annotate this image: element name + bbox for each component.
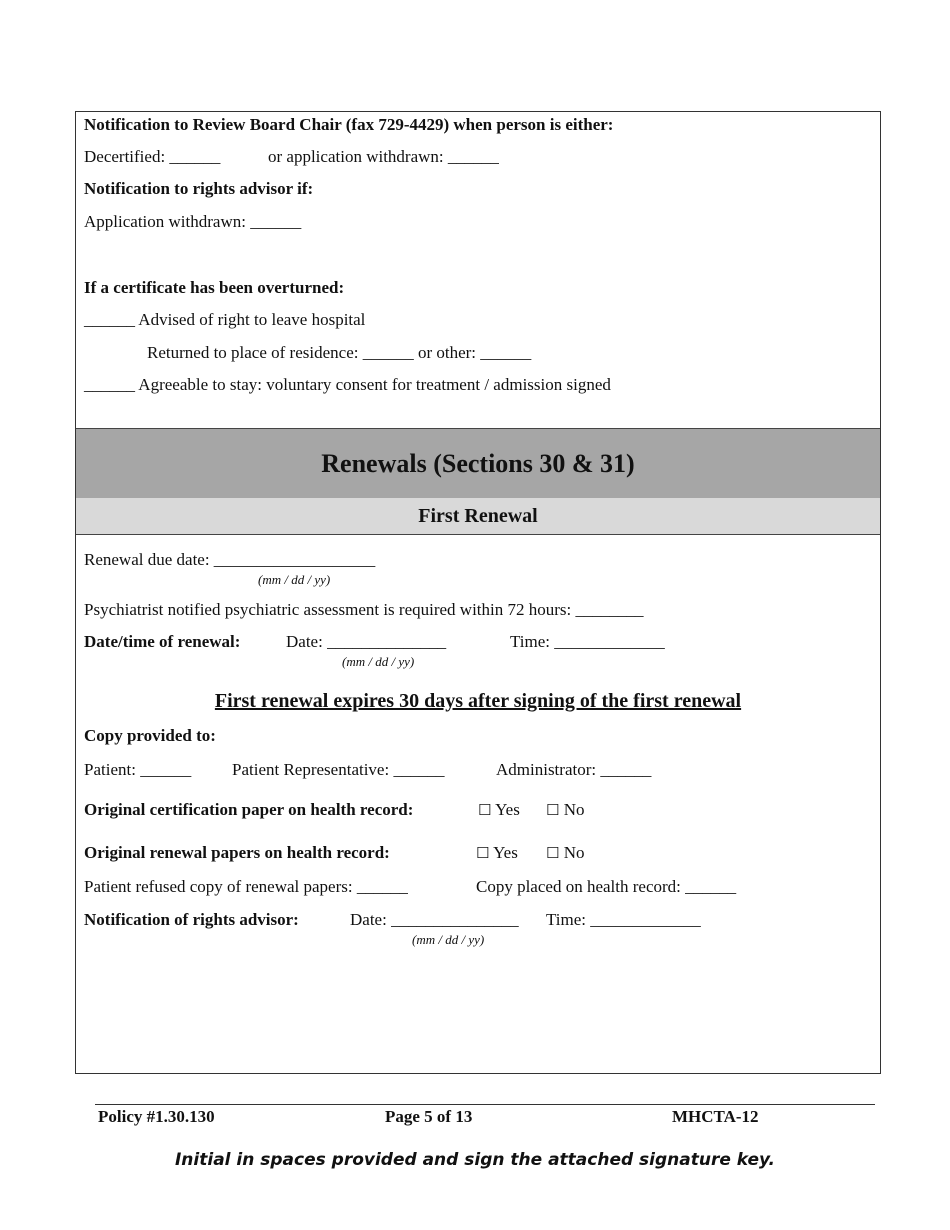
administrator-field: Administrator: ______ [496,760,652,779]
orig-renewal-no-option[interactable] [546,843,584,863]
orig-cert-no-option[interactable] [546,800,584,820]
agreeable-field: ______ Agreeable to stay: voluntary consent for treatment / admission signed [84,375,611,394]
yes-label: Yes [495,800,520,819]
first-renewal-band [76,498,880,535]
advised-leave-field: ______ Advised of right to leave hospital [84,310,366,329]
patient-field: Patient: ______ [84,760,192,779]
returned-field: Returned to place of residence: ______ or other: ______ [147,343,532,362]
renewals-title: Renewals (Sections 30 & 31) [321,448,635,478]
notify-date-field: Date: _______________ [350,910,519,929]
refused-copy-field: Patient refused copy of renewal papers: ______ [84,877,408,896]
copy-placed-field: Copy placed on health record: ______ [476,877,737,896]
orig-renewal-label: Original renewal papers on health record: [84,843,390,862]
checkbox-icon[interactable]: ☐ [546,801,560,819]
expires-heading: First renewal expires 30 days after signing of the first renewal [214,690,742,712]
yes-label: Yes [493,843,518,862]
renewal-time-field: Time: _____________ [510,632,665,651]
footer-note: Initial in spaces provided and sign the attached signature key. [174,1150,776,1170]
orig-renewal-yes-option[interactable] [476,843,518,863]
renewal-date-field: Date: ______________ [286,632,447,651]
renewal-due-date-field: Renewal due date: ___________________ [84,550,376,569]
copy-to-heading: Copy provided to: [84,726,216,745]
decertified-field: Decertified: ______ [84,147,221,166]
notify-date-format-hint: (mm / dd / yy) [412,932,485,947]
notify-advisor-heading: Notification to rights advisor if: [84,179,314,198]
app-withdrawn-chair-field: or application withdrawn: ______ [268,147,499,166]
datetime-renewal-label: Date/time of renewal: [84,632,241,651]
footer-code: MHCTA-12 [672,1107,759,1126]
notify-time-field: Time: _____________ [546,910,701,929]
expires-line [76,690,880,713]
footer-page: Page 5 of 13 [385,1107,473,1126]
psychiatrist-notified-field: Psychiatrist notified psychiatric assessment is required within 72 hours: ________ [84,600,644,619]
renewal-date-format-hint: (mm / dd / yy) [342,654,415,669]
renewals-title-band [76,428,880,499]
due-date-format-hint: (mm / dd / yy) [258,572,331,587]
checkbox-icon[interactable]: ☐ [478,801,492,819]
orig-cert-label: Original certification paper on health record: [84,800,414,819]
app-withdrawn-advisor-field: Application withdrawn: ______ [84,212,302,231]
no-label: No [563,800,585,819]
checkbox-icon[interactable]: ☐ [546,844,560,862]
patient-rep-field: Patient Representative: ______ [232,760,445,779]
footer-policy: Policy #1.30.130 [98,1107,215,1126]
overturned-heading: If a certificate has been overturned: [84,278,345,297]
notify-chair-heading: Notification to Review Board Chair (fax 729-4429) when person is either: [84,115,614,134]
no-label: No [563,843,585,862]
form-frame [75,111,881,1074]
footer-divider [95,1104,875,1105]
notify-rights-label: Notification of rights advisor: [84,910,299,929]
checkbox-icon[interactable]: ☐ [476,844,490,862]
orig-cert-yes-option[interactable] [478,800,520,820]
first-renewal-title: First Renewal [418,504,538,527]
